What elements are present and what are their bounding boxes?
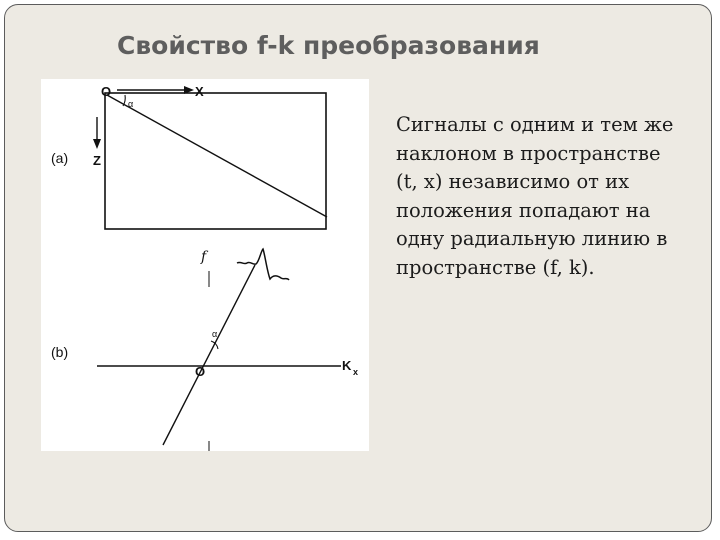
panel-a-angle-label: α: [128, 99, 134, 109]
panel-b-radial-line: [163, 265, 255, 445]
fk-figure: [41, 79, 369, 451]
panel-a-origin-label: O: [101, 84, 112, 99]
panel-a-z-label: Z: [93, 153, 101, 168]
panel-a-event-line: [107, 95, 327, 217]
panel-b-k-label: K: [342, 358, 352, 373]
z-axis-arrowhead: [93, 139, 101, 149]
description-line-6: пространстве (f, k).: [396, 255, 595, 279]
panel-b-f-label: f: [201, 249, 207, 265]
panel-b-angle-label: α: [212, 329, 218, 339]
description-line-2: наклоном в пространстве: [396, 141, 661, 165]
panel-a-label: (a): [51, 150, 69, 166]
panel-a-x-label: X: [195, 84, 204, 99]
description-line-3: (t, x) независимо от их: [396, 170, 630, 193]
panel-b-origin-label: O: [195, 364, 206, 379]
panel-b: [97, 249, 341, 451]
description-line-5: одну радиальную линию в: [396, 227, 668, 250]
slide-title: Свойство f-k преобразования: [117, 31, 540, 60]
panel-b-label: (b): [51, 344, 69, 360]
wavelet-signal: [237, 249, 289, 280]
fk-diagram: [41, 79, 369, 451]
slide-frame: [4, 4, 712, 532]
panel-b-k-subscript: x: [353, 367, 359, 377]
description-text: [396, 111, 712, 282]
description-line-4: положения попадают на: [396, 198, 651, 222]
description-line-1: Сигналы с одним и тем же: [396, 113, 674, 136]
panel-a-frame: [105, 93, 326, 229]
